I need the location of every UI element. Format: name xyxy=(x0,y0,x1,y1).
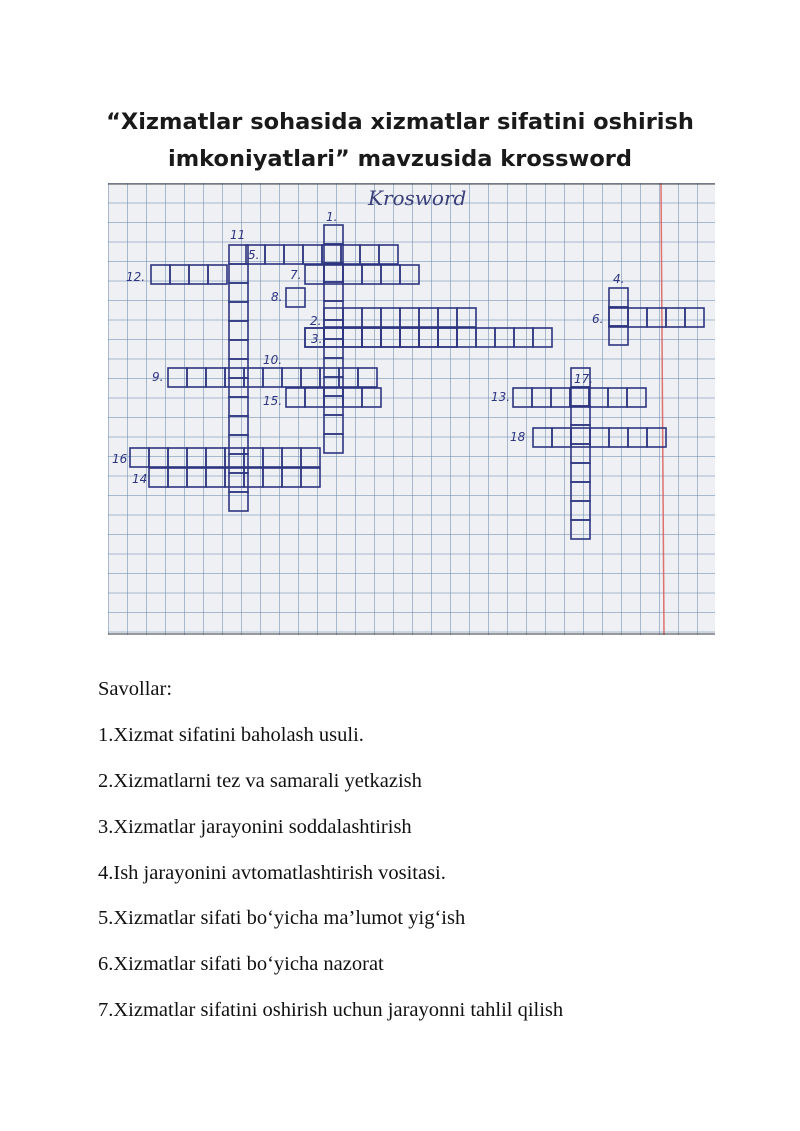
crossword-cell xyxy=(362,265,381,284)
crossword-cell xyxy=(608,388,627,407)
crossword-cell xyxy=(324,328,343,347)
clue-number-label: 15. xyxy=(263,394,283,408)
title-line-1: “Xizmatlar sohasida xizmatlar sifatini oshirish xyxy=(106,109,694,135)
crossword-cell xyxy=(187,368,206,387)
clue-number-label: 11 xyxy=(230,228,246,242)
crossword-cell xyxy=(263,468,282,487)
crossword-cell xyxy=(570,388,589,407)
crossword-cell xyxy=(282,468,301,487)
crossword-cell xyxy=(514,328,533,347)
crossword-cell xyxy=(551,388,570,407)
crossword-cell xyxy=(532,388,551,407)
crossword-cell xyxy=(206,468,225,487)
crossword-cell xyxy=(571,520,590,539)
title-line-2: imkoniyatlari” mavzusida krossword xyxy=(167,146,633,172)
crossword-cell xyxy=(324,308,343,327)
crossword-cell xyxy=(362,388,381,407)
questions-section xyxy=(98,676,778,1043)
crossword-cell xyxy=(324,282,343,301)
question-item: 4.Ish jarayonini avtomatlashtirish vositasi. xyxy=(98,861,446,884)
crossword-cell xyxy=(533,428,552,447)
crossword-cell xyxy=(647,308,666,327)
crossword-cell xyxy=(151,265,170,284)
crossword-cell xyxy=(360,245,379,264)
crossword-cell xyxy=(381,328,400,347)
crossword-cell xyxy=(343,328,362,347)
question-item: 5.Xizmatlar sifati bo‘yicha ma’lumot yig‘ish xyxy=(98,907,466,930)
crossword-cell xyxy=(419,328,438,347)
crossword-cell xyxy=(324,320,343,339)
crossword-cell xyxy=(381,265,400,284)
crossword-cell xyxy=(457,328,476,347)
clue-number-label: 14 xyxy=(132,472,148,486)
crossword-cell xyxy=(170,265,189,284)
crossword-cell xyxy=(324,225,343,244)
crossword-heading: Krosword xyxy=(368,186,467,210)
question-item: 2.Xizmatlarni tez va samarali yetkazish xyxy=(98,769,422,792)
clue-number-label: 13. xyxy=(491,390,511,404)
paper-margin-line xyxy=(661,183,664,635)
crossword-cell xyxy=(590,428,609,447)
crossword-cell xyxy=(324,263,343,282)
crossword-cell xyxy=(265,245,284,264)
crossword-cell xyxy=(358,368,377,387)
crossword-cell xyxy=(305,388,324,407)
crossword-cell xyxy=(229,340,248,359)
crossword-cell xyxy=(229,435,248,454)
crossword-cell xyxy=(341,245,360,264)
clue-number-label: 2. xyxy=(310,314,322,328)
clue-number-label: 3. xyxy=(311,332,323,346)
crossword-cell xyxy=(282,448,301,467)
crossword-cell xyxy=(685,308,704,327)
crossword-cell xyxy=(438,328,457,347)
crossword-cell xyxy=(324,301,343,320)
crossword-cell xyxy=(206,448,225,467)
crossword-cell xyxy=(324,388,343,407)
crossword-cell xyxy=(438,328,457,347)
crossword-cell xyxy=(229,264,248,283)
crossword-cell xyxy=(400,308,419,327)
crossword-cell xyxy=(208,265,227,284)
crossword-cell xyxy=(284,245,303,264)
crossword-cell xyxy=(627,388,646,407)
crossword-cell xyxy=(609,308,628,327)
clue-number-label: 10. xyxy=(263,353,283,367)
crossword-cell xyxy=(495,328,514,347)
question-item: 6.Xizmatlar sifati bo‘yicha nazorat xyxy=(98,953,384,976)
crossword-cell xyxy=(301,368,320,387)
crossword-cell xyxy=(324,328,343,347)
crossword-cell xyxy=(343,308,362,327)
crossword-cell xyxy=(533,328,552,347)
crossword-cell xyxy=(400,265,419,284)
clue-number-label: 6. xyxy=(592,312,604,326)
clue-number-label: 7. xyxy=(290,268,302,282)
crossword-grid xyxy=(108,183,715,635)
crossword-cell xyxy=(438,308,457,327)
clue-number-label: 4. xyxy=(613,272,625,286)
question-item: 1.Xizmat sifatini baholash usuli. xyxy=(98,723,364,746)
crossword-cell xyxy=(225,468,244,487)
clue-number-label: 9. xyxy=(152,370,164,384)
crossword-cell xyxy=(286,388,305,407)
crossword-cell xyxy=(476,328,495,347)
crossword-cell xyxy=(168,448,187,467)
crossword-cell xyxy=(379,245,398,264)
crossword-cell xyxy=(282,368,301,387)
crossword-cell xyxy=(362,328,381,347)
crossword-cell xyxy=(229,302,248,321)
crossword-cell xyxy=(229,397,248,416)
crossword-cell xyxy=(187,468,206,487)
clue-number-label: 8. xyxy=(271,290,283,304)
crossword-cell xyxy=(324,265,343,284)
crossword-cell xyxy=(305,265,324,284)
crossword-cell xyxy=(362,308,381,327)
crossword-cell xyxy=(419,328,438,347)
crossword-cell xyxy=(324,396,343,415)
crossword-cell xyxy=(263,368,282,387)
crossword-cell xyxy=(229,416,248,435)
crossword-cell xyxy=(301,468,320,487)
crossword-cell xyxy=(149,448,168,467)
crossword-cell xyxy=(513,388,532,407)
crossword-cell xyxy=(322,245,341,264)
crossword-cell xyxy=(381,328,400,347)
crossword-cell xyxy=(571,482,590,501)
crossword-cell xyxy=(666,308,685,327)
question-item: 3.Xizmatlar jarayonini soddalashtirish xyxy=(98,815,412,838)
crossword-cell xyxy=(263,448,282,467)
crossword-cell xyxy=(362,328,381,347)
crossword-cell xyxy=(571,406,590,425)
crossword-cell xyxy=(244,468,263,487)
crossword-cell xyxy=(187,448,206,467)
crossword-cell xyxy=(609,307,628,326)
questions-heading: Savollar: xyxy=(98,678,173,700)
crossword-cell xyxy=(400,328,419,347)
crossword-cell xyxy=(324,415,343,434)
crossword-cell xyxy=(343,388,362,407)
crossword-cell xyxy=(609,288,628,307)
clue-number-label: 1. xyxy=(326,210,338,224)
crossword-cell xyxy=(381,308,400,327)
crossword-cell xyxy=(400,328,419,347)
crossword-cell xyxy=(571,387,590,406)
crossword-cell xyxy=(324,434,343,453)
crossword-cell xyxy=(229,321,248,340)
crossword-cell xyxy=(229,492,248,511)
crossword-cell xyxy=(609,326,628,345)
crossword-cell xyxy=(229,245,248,264)
clue-number-label: 5. xyxy=(248,248,260,262)
crossword-cell xyxy=(609,428,628,447)
crossword-cell xyxy=(189,265,208,284)
crossword-cell xyxy=(552,428,571,447)
crossword-cell xyxy=(229,283,248,302)
crossword-cell xyxy=(168,468,187,487)
crossword-cell xyxy=(571,463,590,482)
crossword-cell xyxy=(419,308,438,327)
crossword-photo xyxy=(108,183,715,635)
clue-number-label: 18 xyxy=(510,430,526,444)
crossword-cell xyxy=(206,368,225,387)
crossword-cell xyxy=(343,265,362,284)
crossword-cell xyxy=(628,428,647,447)
crossword-cell xyxy=(324,339,343,358)
crossword-cell xyxy=(225,448,244,467)
crossword-cell xyxy=(457,308,476,327)
clue-number-label: 17. xyxy=(574,372,594,386)
crossword-cell xyxy=(286,288,305,307)
crossword-cell xyxy=(244,448,263,467)
crossword-cell xyxy=(589,388,608,407)
question-item: 7.Xizmatlar sifatini oshirish uchun jarayonni tahlil qilish xyxy=(98,999,564,1022)
crossword-cell xyxy=(324,244,343,263)
crossword-cell xyxy=(229,473,248,492)
crossword-cell xyxy=(343,328,362,347)
crossword-cell xyxy=(130,448,149,467)
crossword-cell xyxy=(301,448,320,467)
crossword-cell xyxy=(571,501,590,520)
crossword-cell xyxy=(149,468,168,487)
clue-number-label: 16 xyxy=(112,452,128,466)
document-title xyxy=(40,104,760,178)
crossword-cell xyxy=(168,368,187,387)
crossword-cell xyxy=(229,454,248,473)
clue-number-label: 12. xyxy=(126,270,146,284)
crossword-cell xyxy=(303,245,322,264)
crossword-cell xyxy=(628,308,647,327)
